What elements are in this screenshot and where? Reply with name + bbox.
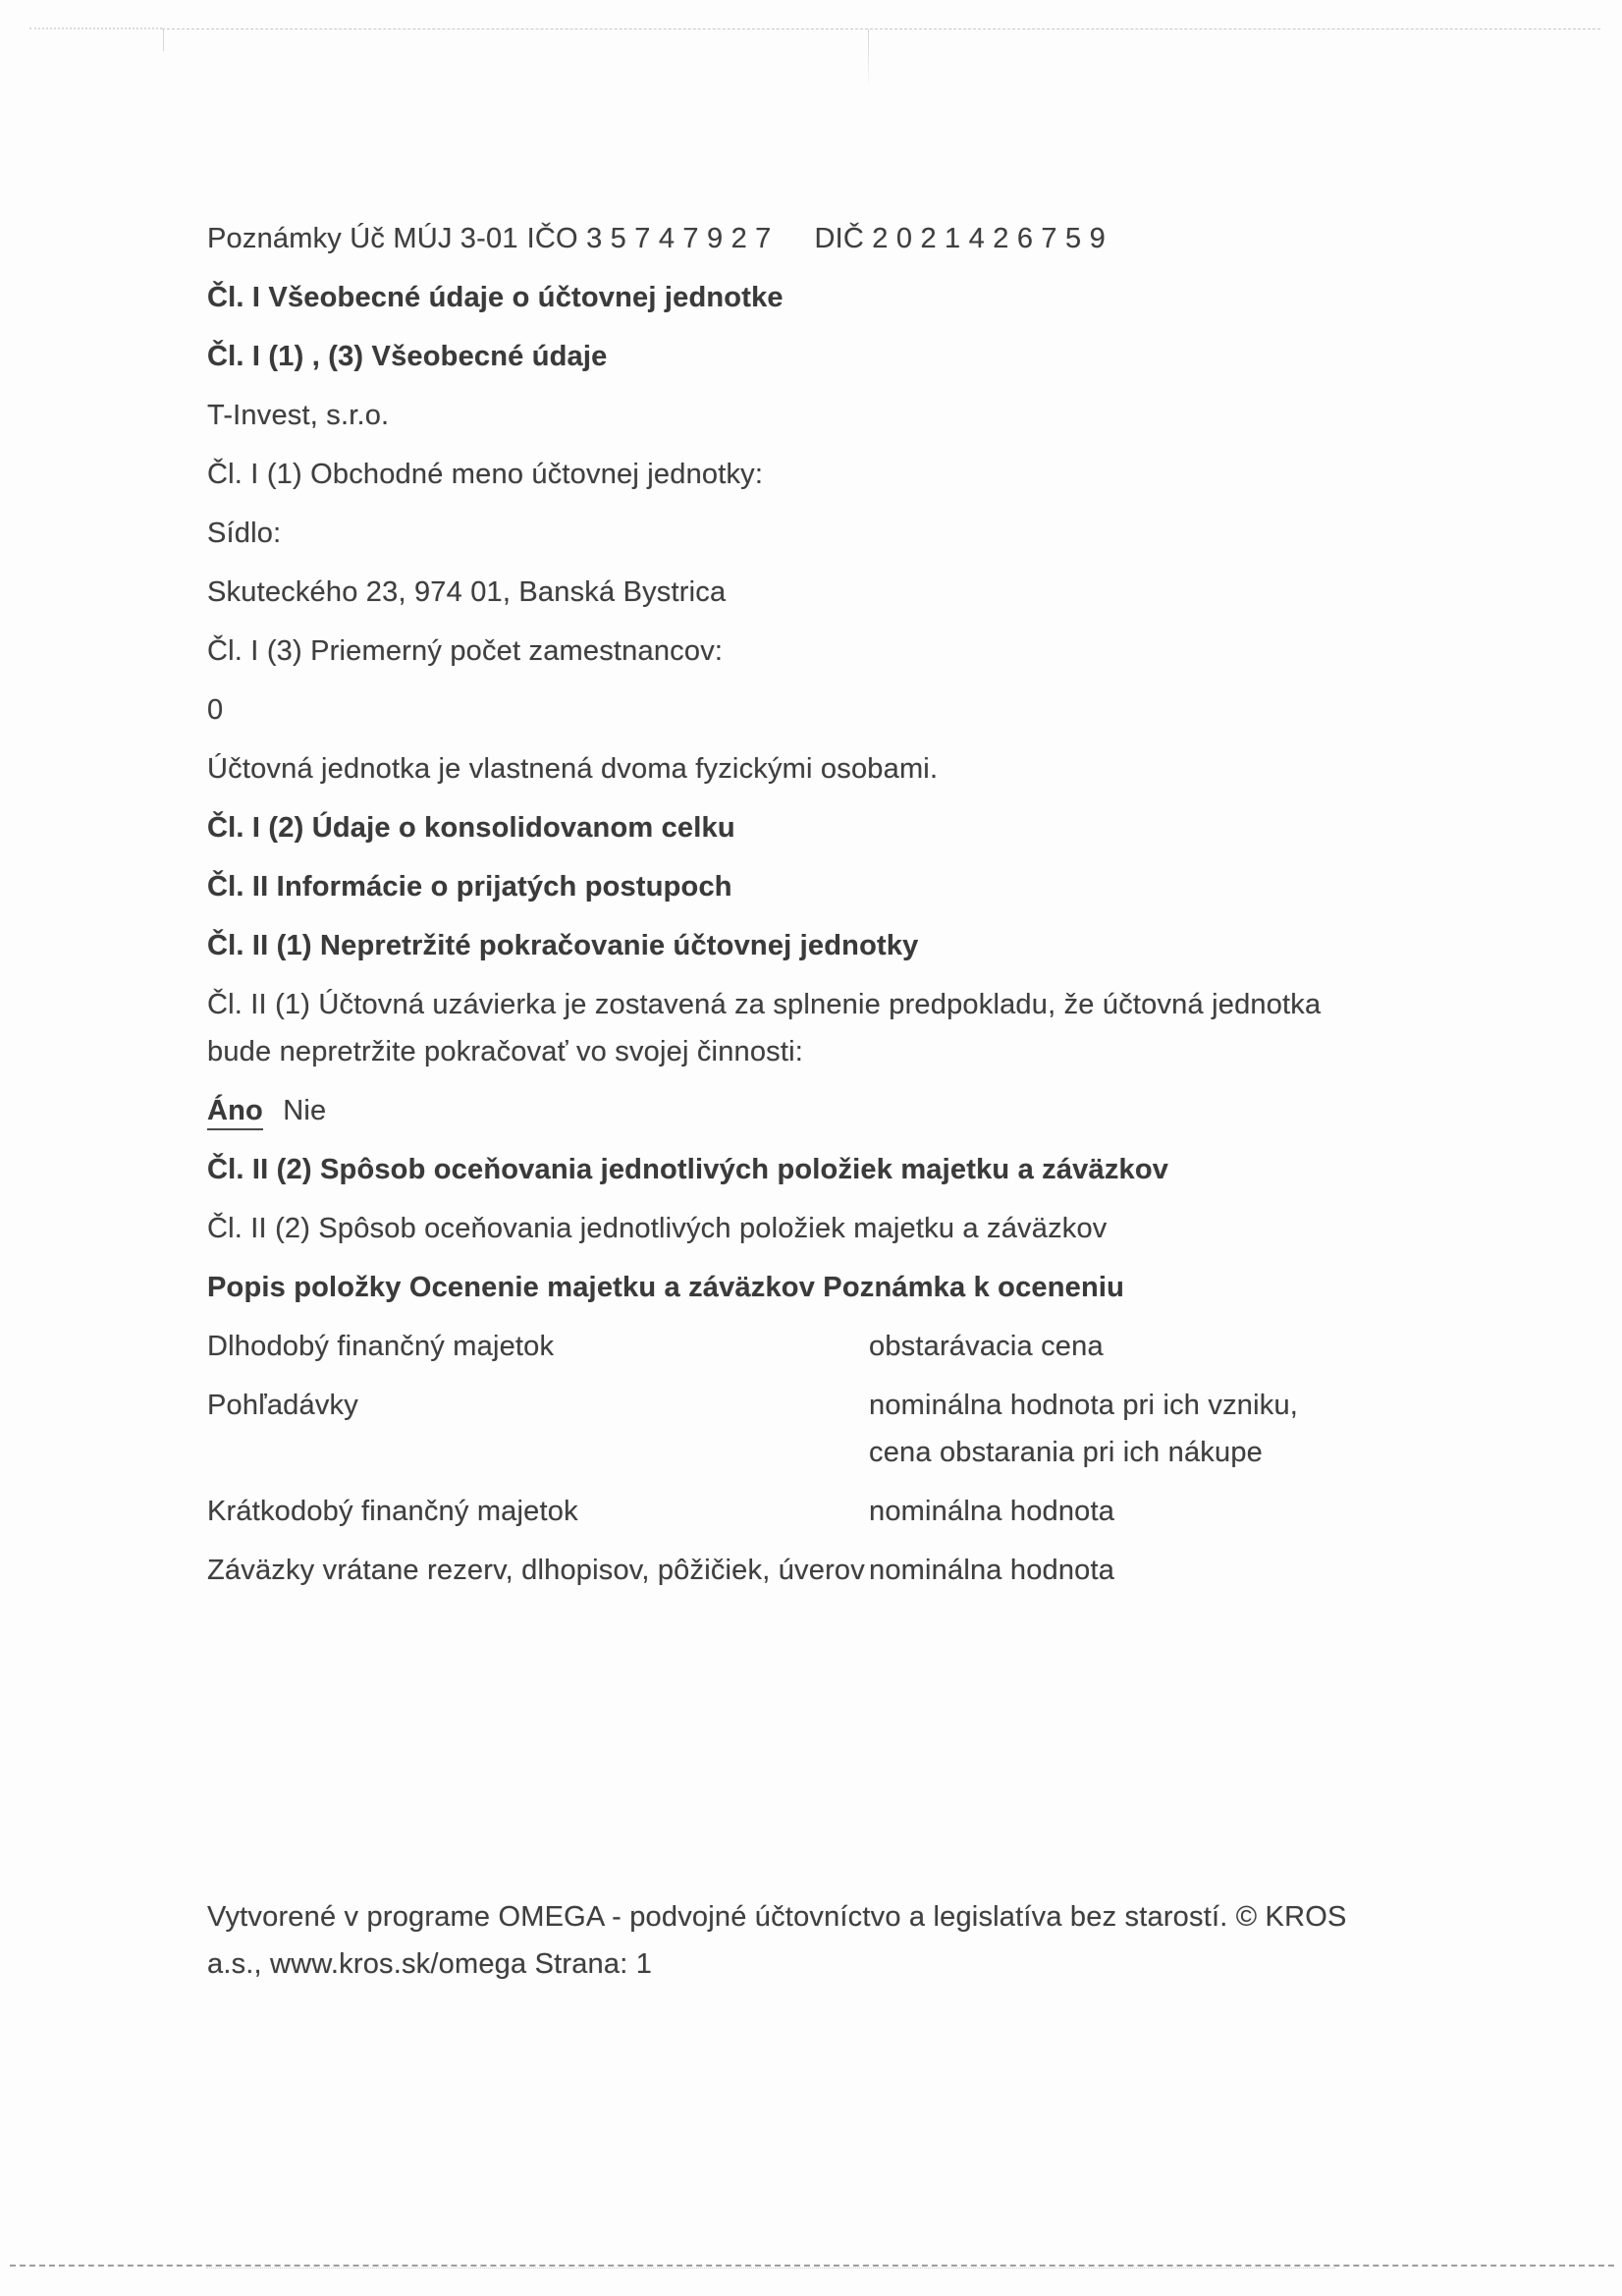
valuation-methods-subline: Čl. II (2) Spôsob oceňovania jednotlivých položiek majetku a záväzkov (207, 1213, 1108, 1244)
form-header (207, 215, 1358, 262)
scan-artifact-top-line (162, 28, 1600, 29)
scan-artifact-bottom-line-2 (206, 2268, 1335, 2269)
valuation-table (207, 1323, 1358, 1594)
employees-value: 0 (207, 694, 224, 726)
table-row (207, 1382, 1358, 1476)
heading-going-concern: Čl. II (1) Nepretržité pokračovanie účtovnej jednotky (207, 930, 919, 961)
valuation-table-caption: Popis položky Ocenenie majetku a záväzkov Poznámka k oceneniu (207, 1272, 1125, 1303)
ownership-note: Účtovná jednotka je vlastnená dvoma fyzickými osobami. (207, 753, 939, 785)
table-cell-method: nominálna hodnota (869, 1496, 1115, 1527)
heading-general-info: Čl. I Všeobecné údaje o účtovnej jednotke (207, 282, 784, 313)
going-concern-answer (207, 1087, 1358, 1134)
table-cell-method: obstarávacia cena (869, 1331, 1104, 1362)
answer-no: Nie (283, 1095, 327, 1126)
business-name-label: Čl. I (1) Obchodné meno účtovnej jednotky: (207, 459, 764, 490)
company-name: T-Invest, s.r.o. (207, 400, 390, 431)
table-cell-method: nominálna hodnota pri ich vzniku, cena obstarania pri ich nákupe (869, 1390, 1299, 1468)
ico-number: IČO 3 5 7 4 7 9 2 7 (526, 223, 772, 254)
table-row (207, 1547, 1358, 1594)
table-cell-item: Dlhodobý finančný majetok (207, 1331, 555, 1362)
going-concern-statement: Čl. II (1) Účtovná uzávierka je zostavená za splnenie predpokladu, že účtovná jednotka bude nepretržite pokračovať vo svojej činnosti: (207, 989, 1322, 1067)
table-row (207, 1488, 1358, 1535)
heading-adopted-procedures: Čl. II Informácie o prijatých postupoch (207, 871, 732, 902)
form-title: Poznámky Úč MÚJ 3-01 (207, 223, 518, 254)
scan-artifact-top-stub (163, 29, 164, 51)
heading-general-info-sub: Čl. I (1) , (3) Všeobecné údaje (207, 341, 608, 372)
seat-label: Sídlo: (207, 518, 282, 549)
table-row (207, 1323, 1358, 1370)
dic-number: DIČ 2 0 2 1 4 2 6 7 5 9 (814, 223, 1106, 254)
seat-value: Skuteckého 23, 974 01, Banská Bystrica (207, 576, 727, 608)
table-cell-item: Krátkodobý finančný majetok (207, 1496, 578, 1527)
heading-valuation-methods: Čl. II (2) Spôsob oceňovania jednotlivých položiek majetku a záväzkov (207, 1154, 1169, 1185)
scan-artifact-vertical-stub (868, 29, 869, 90)
table-cell-item: Pohľadávky (207, 1390, 358, 1421)
document-content (207, 215, 1358, 1999)
table-cell-method: nominálna hodnota (869, 1555, 1115, 1586)
footer-credit-line: Vytvorené v programe OMEGA - podvojné účtovníctvo a legislatíva bez starostí. © KROS a.s., www.kros.sk/omega Strana: 1 (207, 1901, 1347, 1980)
employees-label: Čl. I (3) Priemerný počet zamestnancov: (207, 635, 724, 667)
scan-artifact-bottom-line (10, 2265, 1614, 2267)
answer-yes: Áno (207, 1094, 263, 1130)
heading-consolidated-group: Čl. I (2) Údaje o konsolidovanom celku (207, 812, 735, 844)
scan-artifact-top-specks (29, 27, 162, 29)
table-cell-item: Záväzky vrátane rezerv, dlhopisov, pôžičiek, úverov (207, 1555, 865, 1586)
